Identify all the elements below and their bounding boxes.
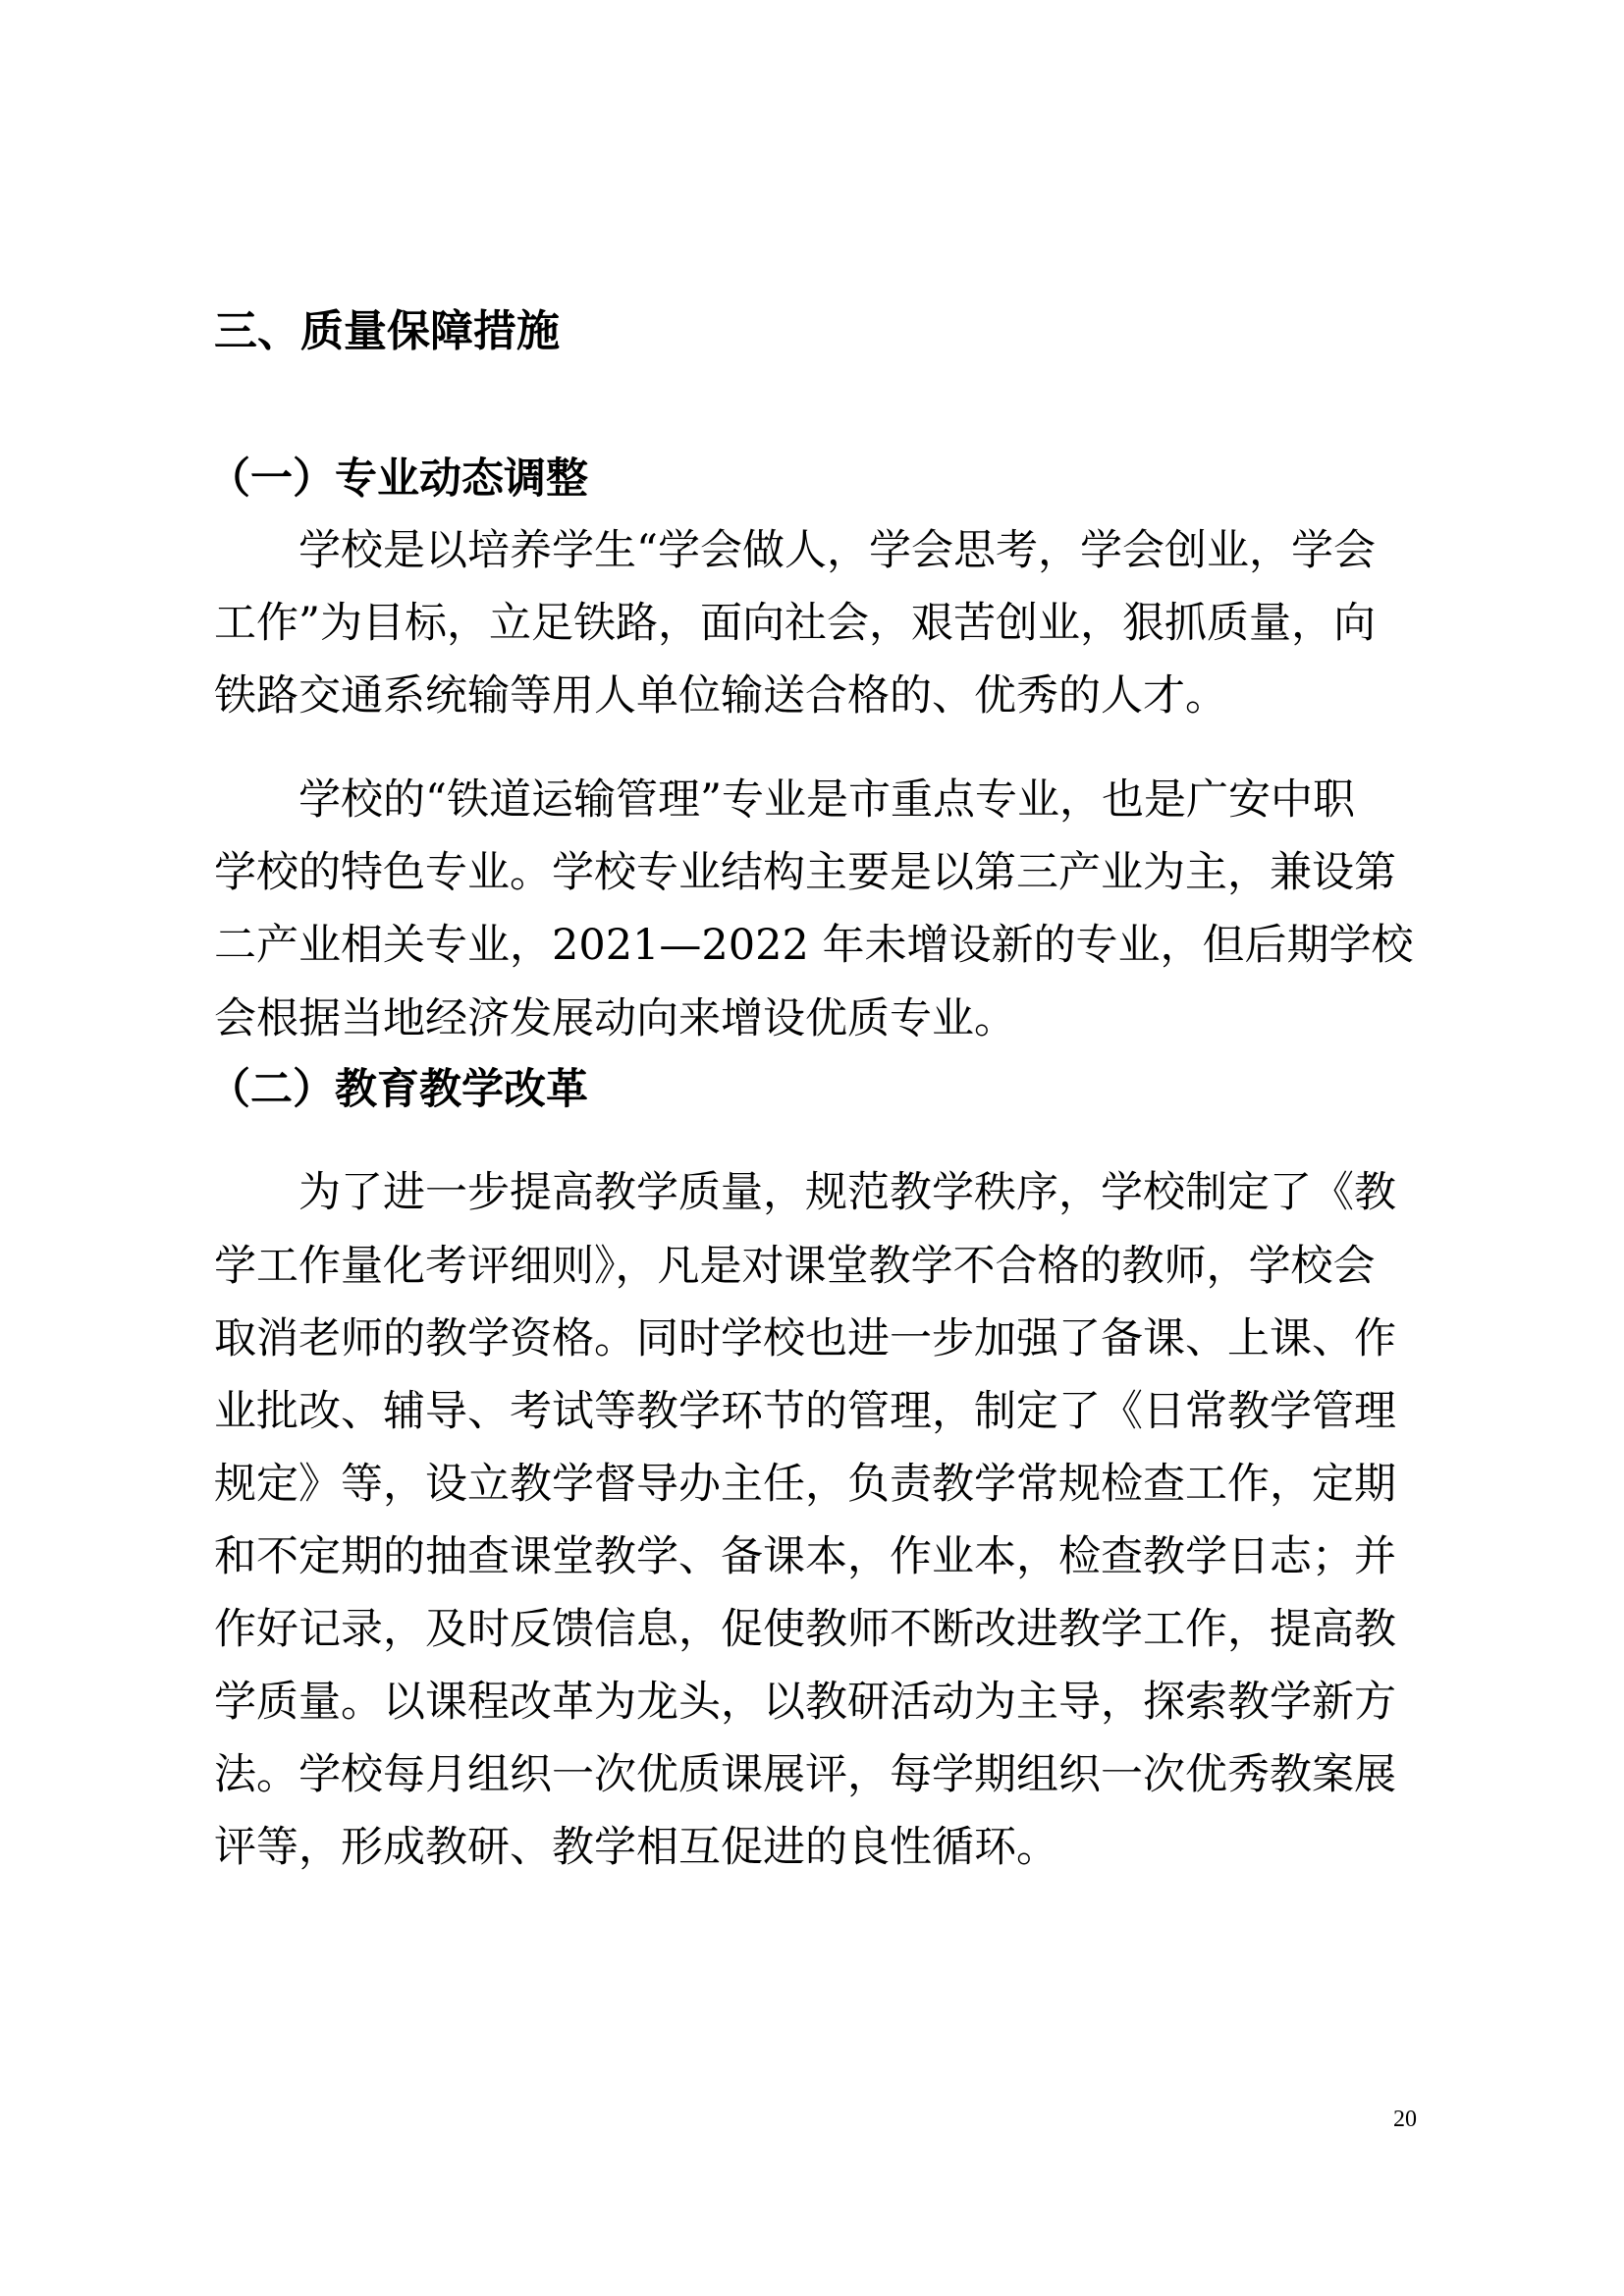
paragraph-line: 法。学校每月组织一次优质课展评，每学期组织一次优秀教案展: [214, 1750, 1396, 1799]
paragraph-line: 学校的“铁道运输管理”专业是市重点专业，也是广安中职: [298, 775, 1355, 825]
paragraph-line: 作好记录，及时反馈信息，促使教师不断改进教学工作，提高教: [214, 1605, 1396, 1654]
paragraph-line: 学工作量化考评细则》，凡是对课堂教学不合格的教师，学校会: [214, 1242, 1376, 1291]
paragraph-line: 工作”为目标，立足铁路，面向社会，艰苦创业，狠抓质量，向: [214, 599, 1376, 648]
paragraph-line: 铁路交通系统输等用人单位输送合格的、优秀的人才。: [214, 671, 1227, 721]
paragraph-line: 学校的特色专业。学校专业结构主要是以第三产业为主，兼设第: [214, 848, 1396, 897]
paragraph-line: 和不定期的抽查课堂教学、备课本，作业本，检查教学日志；并: [214, 1532, 1396, 1581]
paragraph-line: 为了进一步提高教学质量，规范教学秩序，学校制定了《教: [298, 1168, 1396, 1217]
paragraph-line: 学校是以培养学生“学会做人，学会思考，学会创业，学会: [298, 526, 1376, 575]
page-number: 20: [1393, 2107, 1417, 2132]
subsection-heading-2: （二）教育教学改革: [208, 1065, 588, 1114]
paragraph-line: 评等，形成教研、教学相互促进的良性循环。: [214, 1823, 1058, 1872]
section-title: 三、质量保障措施: [214, 306, 560, 356]
paragraph-line: 规定》等，设立教学督导办主任，负责教学常规检查工作，定期: [214, 1460, 1396, 1509]
paragraph-line: 取消老师的教学资格。同时学校也进一步加强了备课、上课、作: [214, 1314, 1396, 1363]
paragraph-line: 学质量。以课程改革为龙头，以教研活动为主导，探索教学新方: [214, 1678, 1396, 1727]
subsection-heading-1: （一）专业动态调整: [208, 454, 588, 504]
paragraph-line: 业批改、辅导、考试等教学环节的管理，制定了《日常教学管理: [214, 1387, 1396, 1436]
paragraph-line: 会根据当地经济发展动向来增设优质专业。: [214, 994, 1016, 1043]
paragraph-line: 二产业相关专业，2021—2022 年未增设新的专业，但后期学校: [214, 921, 1414, 970]
